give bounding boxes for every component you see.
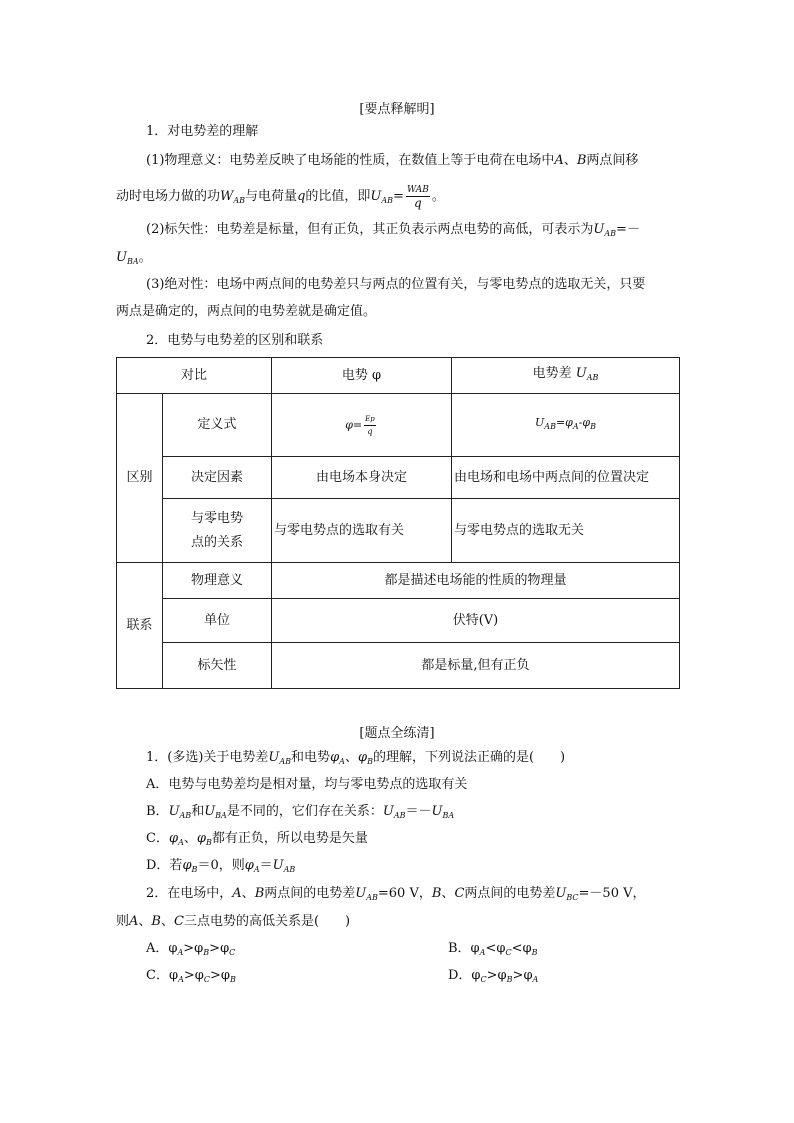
text: B．φ (448, 941, 480, 956)
text: <φ (511, 941, 532, 956)
para1-text-e: 的比值，即 (305, 189, 371, 204)
heading-1: 1．对电势差的理解 (146, 124, 259, 139)
fraction-numerator: WAB (406, 185, 429, 195)
section-title-practice: [题点全练清] (359, 726, 435, 741)
text: ＝ (259, 858, 273, 873)
q1-text-a: 1．(多选)关于电势差 (146, 750, 269, 765)
symbol-u: U (204, 804, 216, 819)
point-c: C (454, 886, 465, 901)
header-u-text: 电势差 (532, 365, 576, 381)
sub: B (203, 948, 210, 957)
sub-ab: AB (233, 196, 246, 205)
group-difference: 区别 (117, 394, 163, 563)
row-label-determining-factor: 决定因素 (163, 457, 272, 499)
sub-ab: AB (604, 229, 617, 238)
row-label-physical-meaning: 物理意义 (163, 563, 272, 599)
sep: 、 (563, 153, 577, 168)
symbol-u: U (535, 416, 545, 429)
text: 都有正负，所以电势是矢量 (211, 831, 368, 846)
symbol-u: U (370, 189, 382, 204)
symbol-phi: φ (244, 858, 254, 873)
cell-potential-factor: 由电场本身决定 (272, 457, 452, 499)
symbol-u: U (575, 365, 587, 381)
label-line-1: 与零电势 (190, 510, 243, 526)
section-title-key-points: [要点释解明] (359, 102, 435, 117)
header-compare: 对比 (117, 358, 272, 394)
sub-ba: BA (215, 811, 227, 820)
sub-ab: AB (586, 372, 599, 382)
sub: C (203, 975, 210, 984)
sub-ab: AB (381, 196, 394, 205)
heading-2: 2．电势与电势差的区别和联系 (146, 333, 324, 348)
sub: B (506, 975, 513, 984)
sub: A (479, 948, 486, 957)
fraction-numerator: Ep (364, 413, 376, 426)
point-b: B (151, 914, 161, 929)
fraction-ep-over-q (364, 413, 376, 438)
point-b: B (576, 153, 587, 168)
opt-label: B． (146, 804, 169, 819)
q1-option-c (146, 829, 368, 853)
symbol-u: U (272, 858, 284, 873)
opt-label: C． (146, 831, 169, 846)
sub-bc: BC (566, 893, 579, 902)
para1-text-c: 动时电场力做的功 (116, 189, 221, 204)
text: 三点电势的高低关系是( ) (183, 914, 351, 929)
sub: A (177, 948, 184, 957)
symbol-u: U (382, 804, 394, 819)
sep: 、 (344, 750, 358, 765)
symbol-w: W (220, 189, 234, 204)
text: D．φ (448, 968, 481, 983)
para2-text-a: (2)标矢性：电势差是标量，但有正负，其正负表示两点电势的高低，可表示为 (146, 222, 594, 237)
symbol-u: U (355, 886, 367, 901)
point-a: A (129, 914, 139, 929)
sub-ba: BA (126, 257, 139, 266)
text: <φ (485, 941, 506, 956)
q2-stem-line2 (116, 912, 350, 932)
sub-ab: AB (393, 811, 406, 820)
symbol-u: U (116, 250, 127, 265)
text: ＝－ (405, 804, 432, 819)
cell-difference-zero: 与零电势点的选取无关 (452, 499, 680, 563)
para3-line1: (3)绝对性：电场中两点间的电势差只与两点的位置有关，与零电势点的选取无关，只要 (146, 277, 646, 292)
cell-potential-zero: 与零电势点的选取有关 (272, 499, 452, 563)
text: 是不同的，它们存在关系： (226, 804, 383, 819)
comparison-table (116, 357, 680, 689)
sub-a: A (253, 865, 260, 874)
q1-text-c: 的理解，下列说法正确的是( ) (372, 750, 566, 765)
cell-unit: 伏特(V) (272, 599, 680, 643)
symbol-phi: φ (168, 831, 179, 846)
symbol-q: q (297, 189, 306, 204)
sep: 、 (160, 914, 174, 929)
text: 2．在电场中， (146, 886, 233, 901)
symbol-u: U (268, 750, 280, 765)
q1-option-d (146, 856, 295, 880)
point-a: A (232, 886, 242, 901)
sub: C (480, 975, 487, 984)
sub-ab: AB (366, 893, 378, 902)
sub-b: B (367, 757, 373, 766)
text: A．φ (146, 941, 178, 956)
q2-option-b (448, 939, 537, 963)
sub-b: B (205, 838, 212, 847)
para2-line2 (116, 248, 152, 272)
minus-phi: -φ (578, 416, 591, 429)
sub-a: A (572, 422, 579, 431)
row-label-scalar: 标矢性 (163, 643, 272, 689)
point-b: B (254, 886, 265, 901)
sep: 、 (241, 886, 255, 901)
q1-option-b (146, 802, 454, 826)
text: >φ (209, 941, 230, 956)
cell-difference-factor: 由电场和电场中两点间的位置决定 (452, 457, 680, 499)
table-row (117, 457, 680, 499)
para1-text-b: 两点间移 (586, 153, 639, 168)
fraction-w-over-q (406, 184, 430, 209)
sub-b: B (191, 865, 198, 874)
point-a: A (554, 153, 564, 168)
symbol-phi: φ (196, 831, 206, 846)
row-label-zero-relation (163, 499, 272, 563)
cell-potential-definition (272, 394, 452, 457)
equals-minus: =－ (616, 222, 640, 237)
text: ＝0，则 (197, 858, 245, 873)
sub-a: A (178, 838, 184, 847)
para1-line1 (146, 151, 638, 171)
text: C．φ (146, 968, 179, 983)
para2-line1 (146, 220, 640, 244)
symbol-u: U (168, 804, 180, 819)
table-row (117, 599, 680, 643)
sep: 、 (138, 914, 152, 929)
sub-ab: AB (179, 811, 192, 820)
cell-physical-meaning: 都是描述电场能的性质的物理量 (272, 563, 680, 599)
symbol-u: U (555, 886, 567, 901)
q2-option-a (146, 939, 235, 963)
table-row (117, 499, 680, 563)
sep: 、 (183, 831, 197, 846)
text: 两点间的电势差 (464, 886, 556, 901)
para1-text-d: 与电荷量 (245, 189, 298, 204)
para1-text-a: (1)物理意义：电势差反映了电场能的性质，在数值上等于电荷在电场中 (146, 153, 555, 168)
table-row (117, 394, 680, 457)
text: 和 (191, 804, 205, 819)
header-potential: 电势 φ (272, 358, 452, 394)
symbol-phi: φ (357, 750, 368, 765)
q2-option-d (448, 966, 538, 990)
table-header-row (117, 358, 680, 394)
q1-text-b: 和电势 (291, 750, 331, 765)
sub-b: B (590, 422, 596, 431)
sub-ba: BA (442, 811, 455, 820)
symbol-u: U (593, 222, 605, 237)
para3-line2: 两点是确定的，两点间的电势差就是确定值。 (116, 304, 377, 319)
sub-a: A (339, 757, 345, 766)
text: =－50 V， (578, 886, 646, 901)
table-row (117, 563, 680, 599)
cell-difference-definition (452, 394, 680, 457)
text: =60 V， (377, 886, 432, 901)
para1-line2 (116, 184, 445, 211)
text: >φ (183, 968, 204, 983)
text: >φ (183, 941, 204, 956)
text: 两点间的电势差 (264, 886, 356, 901)
symbol-phi: φ (182, 858, 192, 873)
sep: 、 (441, 886, 455, 901)
sub-ab: AB (279, 757, 292, 766)
symbol-u: U (431, 804, 443, 819)
row-label-definition: 定义式 (163, 394, 272, 457)
sub: A (178, 975, 184, 984)
sub: C (505, 948, 512, 957)
label-line-2: 点的关系 (190, 534, 243, 550)
sub: A (532, 975, 539, 984)
text: 则 (116, 914, 130, 929)
text: >φ (512, 968, 533, 983)
period: 。 (431, 189, 445, 204)
fraction-denominator: q (367, 426, 373, 436)
sub: B (531, 948, 538, 957)
fraction-denominator: q (414, 196, 422, 210)
period: 。 (138, 250, 152, 265)
q1-stem (146, 748, 565, 772)
symbol-phi: φ (330, 750, 340, 765)
equals: = (393, 189, 404, 204)
cell-scalar: 都是标量,但有正负 (272, 643, 680, 689)
q2-option-c (146, 966, 236, 990)
q1-option-a: A．电势与电势差均是相对量，均与零电势点的选取有关 (146, 777, 468, 792)
row-label-unit: 单位 (163, 599, 272, 643)
q2-stem-line1 (146, 884, 646, 908)
table-row (117, 643, 680, 689)
sub: C (229, 948, 236, 957)
phi-eq: φ= (345, 418, 363, 431)
point-c: C (174, 914, 184, 929)
eq-phi: =φ (555, 416, 573, 429)
sub: B (229, 975, 236, 984)
header-potential-difference (452, 358, 680, 394)
text: >φ (486, 968, 507, 983)
sub-ab: AB (283, 865, 296, 874)
text: >φ (209, 968, 230, 983)
sub-ab: AB (544, 422, 556, 431)
group-connection: 联系 (117, 563, 163, 689)
opt-label: D．若 (146, 858, 183, 873)
point-b: B (431, 886, 442, 901)
